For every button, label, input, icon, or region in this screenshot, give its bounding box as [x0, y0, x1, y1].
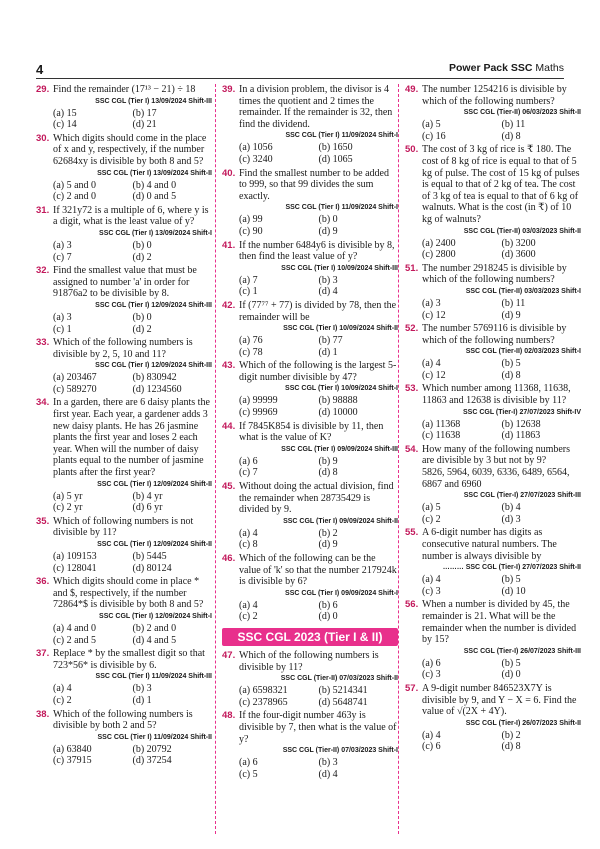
option: (d) 4: [318, 768, 338, 780]
answer-options: [239, 214, 398, 237]
option: (d) 9: [501, 309, 521, 321]
exam-source: SSC CGL (Tier I) 12/09/2024 Shift-III: [95, 301, 212, 309]
option: (d) 80124: [132, 562, 172, 574]
option: (a) 203467: [53, 372, 97, 384]
question-item: [405, 323, 581, 381]
option: (c) 2378965: [239, 696, 288, 708]
exam-source: SSC CGL (Tier I) 10/09/2024 Shift-II: [283, 325, 398, 333]
answer-options: [422, 730, 581, 753]
question-item: [222, 481, 398, 551]
option: (a) 2400: [422, 237, 456, 249]
question-number: 42.: [222, 299, 236, 311]
question-text: The cost of 3 kg of rice is ₹ 180. The cost of 8 kg of rice is equal to that of 5 kg of pulse. The cost of 15 kg of pulses is equal to that of 2 kg of tea. The cost of 3 kg of tea is equal to that of 6 kg of walnuts. What is the cost (in ₹) of 10 kg of walnuts?: [422, 144, 580, 225]
column-left: [36, 84, 212, 769]
question-text: If 321y72 is a multiple of 6, where y is a digit, what is the least value of y?: [53, 204, 209, 228]
question-number: 47.: [222, 649, 236, 661]
question-item: [222, 710, 398, 780]
answer-options: [53, 551, 212, 574]
exam-source: SSC CGL (Tier-I) 26/07/2023 Shift-III: [463, 647, 581, 655]
question-text: Find the smallest value that must be assigned to number 'a' in order for 91876a2 to be divisible by 8.: [53, 265, 197, 300]
question-text: If (77⁷⁷ + 77) is divided by 78, then the remainder will be: [239, 299, 397, 323]
question-number: 49.: [405, 84, 419, 95]
exam-source: SSC CGL (Tier I) 10/09/2024 Shift-III: [281, 264, 398, 272]
exam-source: SSC CGL (Tier I) 11/09/2024 Shift-I: [285, 132, 398, 140]
option: (c) 3: [422, 669, 441, 681]
option: (a) 4: [239, 599, 258, 611]
question-item: [405, 527, 581, 597]
option: (b) 4 yr: [132, 490, 163, 502]
header-rule: [36, 78, 564, 79]
question-number: 56.: [405, 599, 419, 611]
question-number: 29.: [36, 84, 50, 95]
option: (c) 78: [239, 346, 263, 358]
page-header: [0, 0, 600, 30]
exam-source: SSC CGL (Tier I) 11/09/2024 Shift-II: [97, 733, 212, 741]
question-text: The number 2918245 is divisible by which of the following numbers?: [422, 262, 567, 286]
question-extra: 5826, 5964, 6039, 6336, 6489, 6564, 6867 and 6960: [422, 467, 570, 490]
exam-source: ……… SSC CGL (Tier-I) 27/07/2023 Shift-II: [442, 564, 581, 572]
answer-options: [53, 108, 212, 131]
option: (c) 2 and 0: [53, 191, 97, 203]
option: (d) 37254: [132, 755, 172, 767]
answer-options: [239, 528, 398, 551]
option: (a) 5: [422, 502, 441, 514]
answer-options: [239, 275, 398, 298]
question-text: How many of the following numbers are divisible by 3 but not by 9?: [422, 443, 571, 467]
exam-source: SSC CGL (Tier-II) 03/03/2023 Shift-II: [463, 227, 581, 235]
question-number: 40.: [222, 167, 236, 179]
option: (a) 11368: [422, 418, 461, 430]
question-item: [36, 516, 212, 574]
brand-bold: Power Pack SSC: [449, 62, 533, 74]
option: (d) 8: [318, 467, 338, 479]
answer-options: [239, 456, 398, 479]
question-text: Find the smallest number to be added to 999, so that 99 divides the sum exactly.: [239, 167, 389, 202]
option: (c) 37915: [53, 755, 92, 767]
question-text: In a garden, there are 6 daisy plants the first year. Each year, a gardener adds 3 new daisy plants. He has 26 jasmine plants the first year and loses 2 each year. When will the number of daisy plants equal to the number of jasmine plants after the first year?: [53, 397, 210, 479]
question-number: 57.: [405, 682, 419, 694]
exam-source: SSC CGL (Tier-II) 02/03/2023 Shift-I: [465, 348, 581, 356]
answer-options: [422, 574, 581, 597]
option: (d) 9: [318, 225, 338, 237]
exam-source: SSC CGL (Tier I) 12/09/2024 Shift-II: [97, 480, 212, 488]
option: (d) 1234560: [132, 383, 182, 395]
answer-options: [239, 395, 398, 418]
option: (b) 2: [501, 729, 521, 741]
option: (b) 2: [318, 527, 338, 539]
page-number: 4: [36, 62, 44, 77]
answer-options: [53, 491, 212, 514]
option: (c) 7: [239, 467, 258, 479]
exam-source: SSC CGL (Tier I) 12/09/2024 Shift-III: [95, 362, 212, 370]
option: (b) 1650: [318, 142, 353, 154]
column-right: [405, 84, 581, 755]
option: (a) 4: [422, 358, 441, 370]
option: (c) 6: [422, 741, 441, 753]
option: (c) 1: [53, 323, 72, 335]
question-text: Which digits should come in place * and $, respectively, if the number 72864*$ is divisible by both 8 and 5?: [53, 576, 204, 611]
question-item: [36, 205, 212, 263]
option: (b) 4: [501, 502, 521, 514]
question-item: [222, 300, 398, 358]
option: (b) 5445: [132, 551, 167, 562]
option: (c) 2: [422, 513, 441, 525]
answer-options: [239, 757, 398, 780]
answer-options: [239, 600, 398, 623]
option: (d) 4 and 5: [132, 634, 177, 646]
question-number: 45.: [222, 481, 236, 493]
option: (b) 3200: [501, 237, 536, 249]
brand-subject: Maths: [532, 62, 564, 74]
exam-source: SSC CGL (Tier I) 09/09/2024 Shift-II: [283, 517, 398, 525]
option: (b) 6: [318, 599, 338, 611]
option: (b) 98888: [318, 395, 358, 407]
exam-source: SSC CGL (Tier I) 13/09/2024 Shift-III: [95, 97, 212, 105]
option: (d) 3: [501, 513, 521, 525]
question-item: [36, 709, 212, 767]
question-text: Which of the following numbers is divisible by 11?: [239, 649, 379, 673]
option: (a) 6: [239, 757, 258, 769]
question-text: Which of the following numbers is divisible by 2, 5, 10 and 11?: [53, 337, 193, 360]
exam-source: SSC CGL (Tier I) 13/09/2024 Shift-I: [99, 229, 212, 237]
option: (d) 8: [501, 369, 521, 381]
question-item: [405, 144, 581, 260]
answer-options: [239, 142, 398, 165]
option: (c) 7: [53, 251, 72, 263]
option: (b) 9: [318, 455, 338, 467]
section-heading: SSC CGL 2023 (Tier I & II): [222, 628, 398, 646]
option: (c) 2: [239, 611, 258, 623]
question-item: [36, 337, 212, 395]
question-text: If the number 6484y6 is divisible by 8, then find the least value of y?: [239, 239, 395, 263]
option: (d) 5648741: [318, 696, 368, 708]
option: (b) 77: [318, 335, 343, 347]
question-number: 48.: [222, 710, 236, 722]
question-text: Which of the following is the largest 5-digit number divisible by 47?: [239, 360, 397, 383]
option: (c) 14: [53, 119, 77, 131]
option: (c) 3: [422, 585, 441, 597]
exam-source: SSC CGL (Tier I) 11/09/2024 Shift-I: [285, 204, 398, 212]
option: (d) 1: [318, 346, 338, 358]
exam-source: SSC CGL (Tier-II) 07/03/2023 Shift-II: [280, 675, 398, 683]
question-number: 51.: [405, 262, 419, 274]
option: (c) 5: [239, 768, 258, 780]
question-number: 46.: [222, 553, 236, 564]
option: (d) 0 and 5: [132, 191, 177, 203]
question-number: 41.: [222, 239, 236, 251]
option: (b) 17: [132, 107, 157, 119]
question-text: In a division problem, the divisor is 4 times the quotient and 2 times the remainder. If the remainder is 32, then find the dividend.: [239, 84, 393, 130]
option: (d) 10000: [318, 407, 358, 419]
question-number: 37.: [36, 648, 50, 660]
question-number: 52.: [405, 323, 419, 335]
option: (c) 589270: [53, 383, 97, 395]
option: (a) 99999: [239, 395, 278, 407]
option: (a) 4 and 0: [53, 622, 97, 634]
exam-source: SSC CGL (Tier I) 13/09/2024 Shift-II: [97, 169, 212, 177]
question-text: The number 1254216 is divisible by which of the following numbers?: [422, 84, 567, 107]
option: (a) 109153: [53, 551, 97, 562]
option: (a) 4: [53, 683, 72, 695]
question-text: Which of the following numbers is divisible by both 2 and 5?: [53, 708, 193, 732]
option: (d) 21: [132, 119, 157, 131]
option: (c) 16: [422, 130, 446, 142]
question-number: 39.: [222, 84, 236, 95]
exam-source: SSC CGL (Tier-II) 03/03/2023 Shift-I: [465, 287, 581, 295]
exam-source: SSC CGL (Tier-I) 26/07/2023 Shift-II: [465, 719, 581, 727]
answer-options: [53, 312, 212, 335]
question-number: 54.: [405, 443, 419, 455]
question-item: [222, 84, 398, 166]
column-middle: [222, 84, 398, 782]
answer-options: [53, 623, 212, 646]
option: (c) 11638: [422, 430, 461, 442]
column-divider: [398, 84, 399, 834]
exam-source: SSC CGL (Tier I) 09/09/2024 Shift-I: [285, 589, 398, 597]
option: (d) 8: [501, 130, 521, 142]
exam-source: SSC CGL (Tier I) 09/09/2024 Shift-III: [281, 445, 398, 453]
question-item: [405, 683, 581, 753]
question-item: [36, 265, 212, 335]
book-brand: [449, 62, 564, 74]
question-number: 31.: [36, 204, 50, 216]
option: (c) 90: [239, 225, 263, 237]
option: (b) 11: [501, 297, 526, 309]
option: (d) 8: [501, 741, 521, 753]
question-item: [405, 263, 581, 321]
option: (d) 2: [132, 251, 152, 263]
answer-options: [422, 298, 581, 321]
answer-options: [53, 180, 212, 203]
option: (c) 2 and 5: [53, 634, 97, 646]
answer-options: [239, 685, 398, 708]
option: (b) 3: [132, 683, 152, 695]
option: (b) 2 and 0: [132, 622, 177, 634]
question-text: A 6-digit number has digits as consecutive natural numbers. The number is always divisible by: [422, 527, 557, 562]
exam-source: SSC CGL (Tier I) 12/09/2024 Shift-II: [97, 541, 212, 548]
option: (a) 6: [422, 657, 441, 669]
answer-options: [422, 238, 581, 261]
question-number: 30.: [36, 132, 50, 144]
option: (a) 6598321: [239, 685, 288, 697]
option: (b) 11: [501, 119, 526, 131]
option: (b) 5: [501, 358, 521, 370]
answer-options: [422, 419, 581, 442]
option: (a) 5: [422, 119, 441, 131]
question-number: 43.: [222, 360, 236, 372]
question-number: 38.: [36, 708, 50, 720]
option: (d) 10: [501, 585, 526, 597]
question-number: 50.: [405, 144, 419, 156]
option: (c) 8: [239, 539, 258, 551]
answer-options: [53, 372, 212, 395]
option: (b) 12638: [501, 418, 541, 430]
option: (a) 4: [422, 729, 441, 741]
question-item: [222, 168, 398, 238]
exam-source: SSC CGL (Tier I) 12/09/2024 Shift-I: [99, 612, 212, 620]
option: (d) 11863: [501, 430, 541, 442]
option: (d) 4: [318, 286, 338, 298]
option: (c) 2 yr: [53, 502, 83, 514]
option: (b) 830942: [132, 372, 177, 384]
answer-options: [53, 240, 212, 263]
question-text: If 7845K854 is divisible by 11, then what is the value of K?: [239, 420, 384, 444]
exam-source: SSC CGL (Tier-II) 06/03/2023 Shift-II: [463, 109, 581, 117]
option: (c) 12: [422, 309, 446, 321]
question-text: Replace * by the smallest digit so that 723*56* is divisible by 6.: [53, 648, 205, 671]
question-number: 53.: [405, 383, 419, 395]
exam-source: SSC CGL (Tier-II) 07/03/2023 Shift-I: [282, 747, 398, 755]
option: (a) 99: [239, 214, 263, 226]
exam-source: SSC CGL (Tier-I) 27/07/2023 Shift-IV: [462, 408, 581, 416]
question-item: [222, 360, 398, 418]
answer-options: [422, 658, 581, 681]
option: (b) 20792: [132, 743, 172, 755]
option: (c) 2800: [422, 249, 456, 261]
question-item: [36, 84, 212, 131]
option: (d) 9: [318, 539, 338, 551]
option: (a) 5 and 0: [53, 179, 97, 191]
question-text: Which digits should come in the place of x and y, respectively, if the number 62684xy is divisible by both 8 and 5?: [53, 132, 207, 167]
option: (c) 12: [422, 369, 446, 381]
question-item: [222, 421, 398, 479]
question-number: 33.: [36, 337, 50, 349]
answer-options: [422, 502, 581, 525]
option: (c) 3240: [239, 153, 273, 165]
question-item: [222, 650, 398, 708]
option: (a) 76: [239, 335, 263, 347]
option: (a) 4: [422, 574, 441, 586]
question-text: Which of following numbers is not divisible by 11?: [53, 515, 194, 539]
question-item: [36, 648, 212, 706]
answer-options: [422, 119, 581, 142]
option: (d) 1: [132, 694, 152, 706]
question-item: [222, 240, 398, 298]
question-number: 34.: [36, 397, 50, 409]
question-number: 55.: [405, 527, 419, 539]
answer-options: [422, 358, 581, 381]
option: (a) 5 yr: [53, 490, 83, 502]
question-number: 35.: [36, 515, 50, 527]
option: (a) 3: [53, 311, 72, 323]
option: (c) 128041: [53, 562, 97, 574]
question-text: Which number among 11368, 11638, 11863 and 12638 is divisible by 11?: [422, 383, 571, 407]
question-text: A 9-digit number 846523X7Y is divisible by 9, and Y − X = 6. Find the value of √(2X + 4Y).: [422, 682, 577, 718]
option: (b) 5214341: [318, 685, 368, 697]
exam-source: SSC CGL (Tier-I) 27/07/2023 Shift-III: [463, 492, 581, 500]
option: (b) 4 and 0: [132, 179, 177, 191]
question-item: [405, 444, 581, 526]
option: (a) 15: [53, 107, 77, 119]
option: (b) 5: [501, 574, 521, 586]
question-item: [36, 133, 212, 203]
question-text: When a number is divided by 45, the remainder is 21. What will be the remainder when the number is divided by 15?: [422, 599, 577, 646]
question-text: Without doing the actual division, find the remainder when 28735429 is divided by 9.: [239, 481, 394, 516]
option: (d) 0: [318, 611, 338, 623]
option: (d) 2: [132, 323, 152, 335]
option: (a) 3: [53, 239, 72, 251]
column-divider: [215, 84, 216, 834]
option: (b) 0: [132, 311, 152, 323]
option: (b) 0: [318, 214, 338, 226]
option: (a) 63840: [53, 743, 92, 755]
option: (a) 4: [239, 527, 258, 539]
question-item: [36, 397, 212, 513]
option: (c) 99969: [239, 407, 278, 419]
option: (c) 2: [53, 694, 72, 706]
question-item: [405, 599, 581, 681]
question-item: [222, 553, 398, 623]
answer-options: [53, 683, 212, 706]
option: (d) 1065: [318, 153, 353, 165]
answer-options: [239, 335, 398, 358]
question-number: 44.: [222, 420, 236, 432]
question-text: The number 5769116 is divisible by which of the following numbers?: [422, 323, 567, 346]
question-item: [405, 84, 581, 142]
option: (b) 0: [132, 239, 152, 251]
exam-source: SSC CGL (Tier I) 10/09/2024 Shift-I: [285, 385, 398, 393]
option: (b) 5: [501, 657, 521, 669]
question-text: Find the remainder (17¹³ − 21) ÷ 18: [53, 84, 196, 95]
option: (d) 0: [501, 669, 521, 681]
question-text: If the four-digit number 463y is divisible by 7, then what is the value of y?: [239, 710, 397, 745]
option: (a) 1056: [239, 142, 273, 154]
option: (a) 7: [239, 274, 258, 286]
option: (a) 3: [422, 297, 441, 309]
question-text: Which of the following can be the value of 'k' so that the number 217924k is divisible by 6?: [239, 553, 397, 588]
option: (c) 1: [239, 286, 258, 298]
exam-source: SSC CGL (Tier I) 11/09/2024 Shift-III: [95, 673, 212, 681]
option: (a) 6: [239, 455, 258, 467]
option: (d) 6 yr: [132, 502, 163, 514]
answer-options: [53, 744, 212, 767]
option: (d) 3600: [501, 249, 536, 261]
option: (b) 3: [318, 274, 338, 286]
question-number: 36.: [36, 576, 50, 588]
question-number: 32.: [36, 265, 50, 277]
question-item: [36, 576, 212, 646]
option: (b) 3: [318, 757, 338, 769]
question-item: [405, 383, 581, 441]
